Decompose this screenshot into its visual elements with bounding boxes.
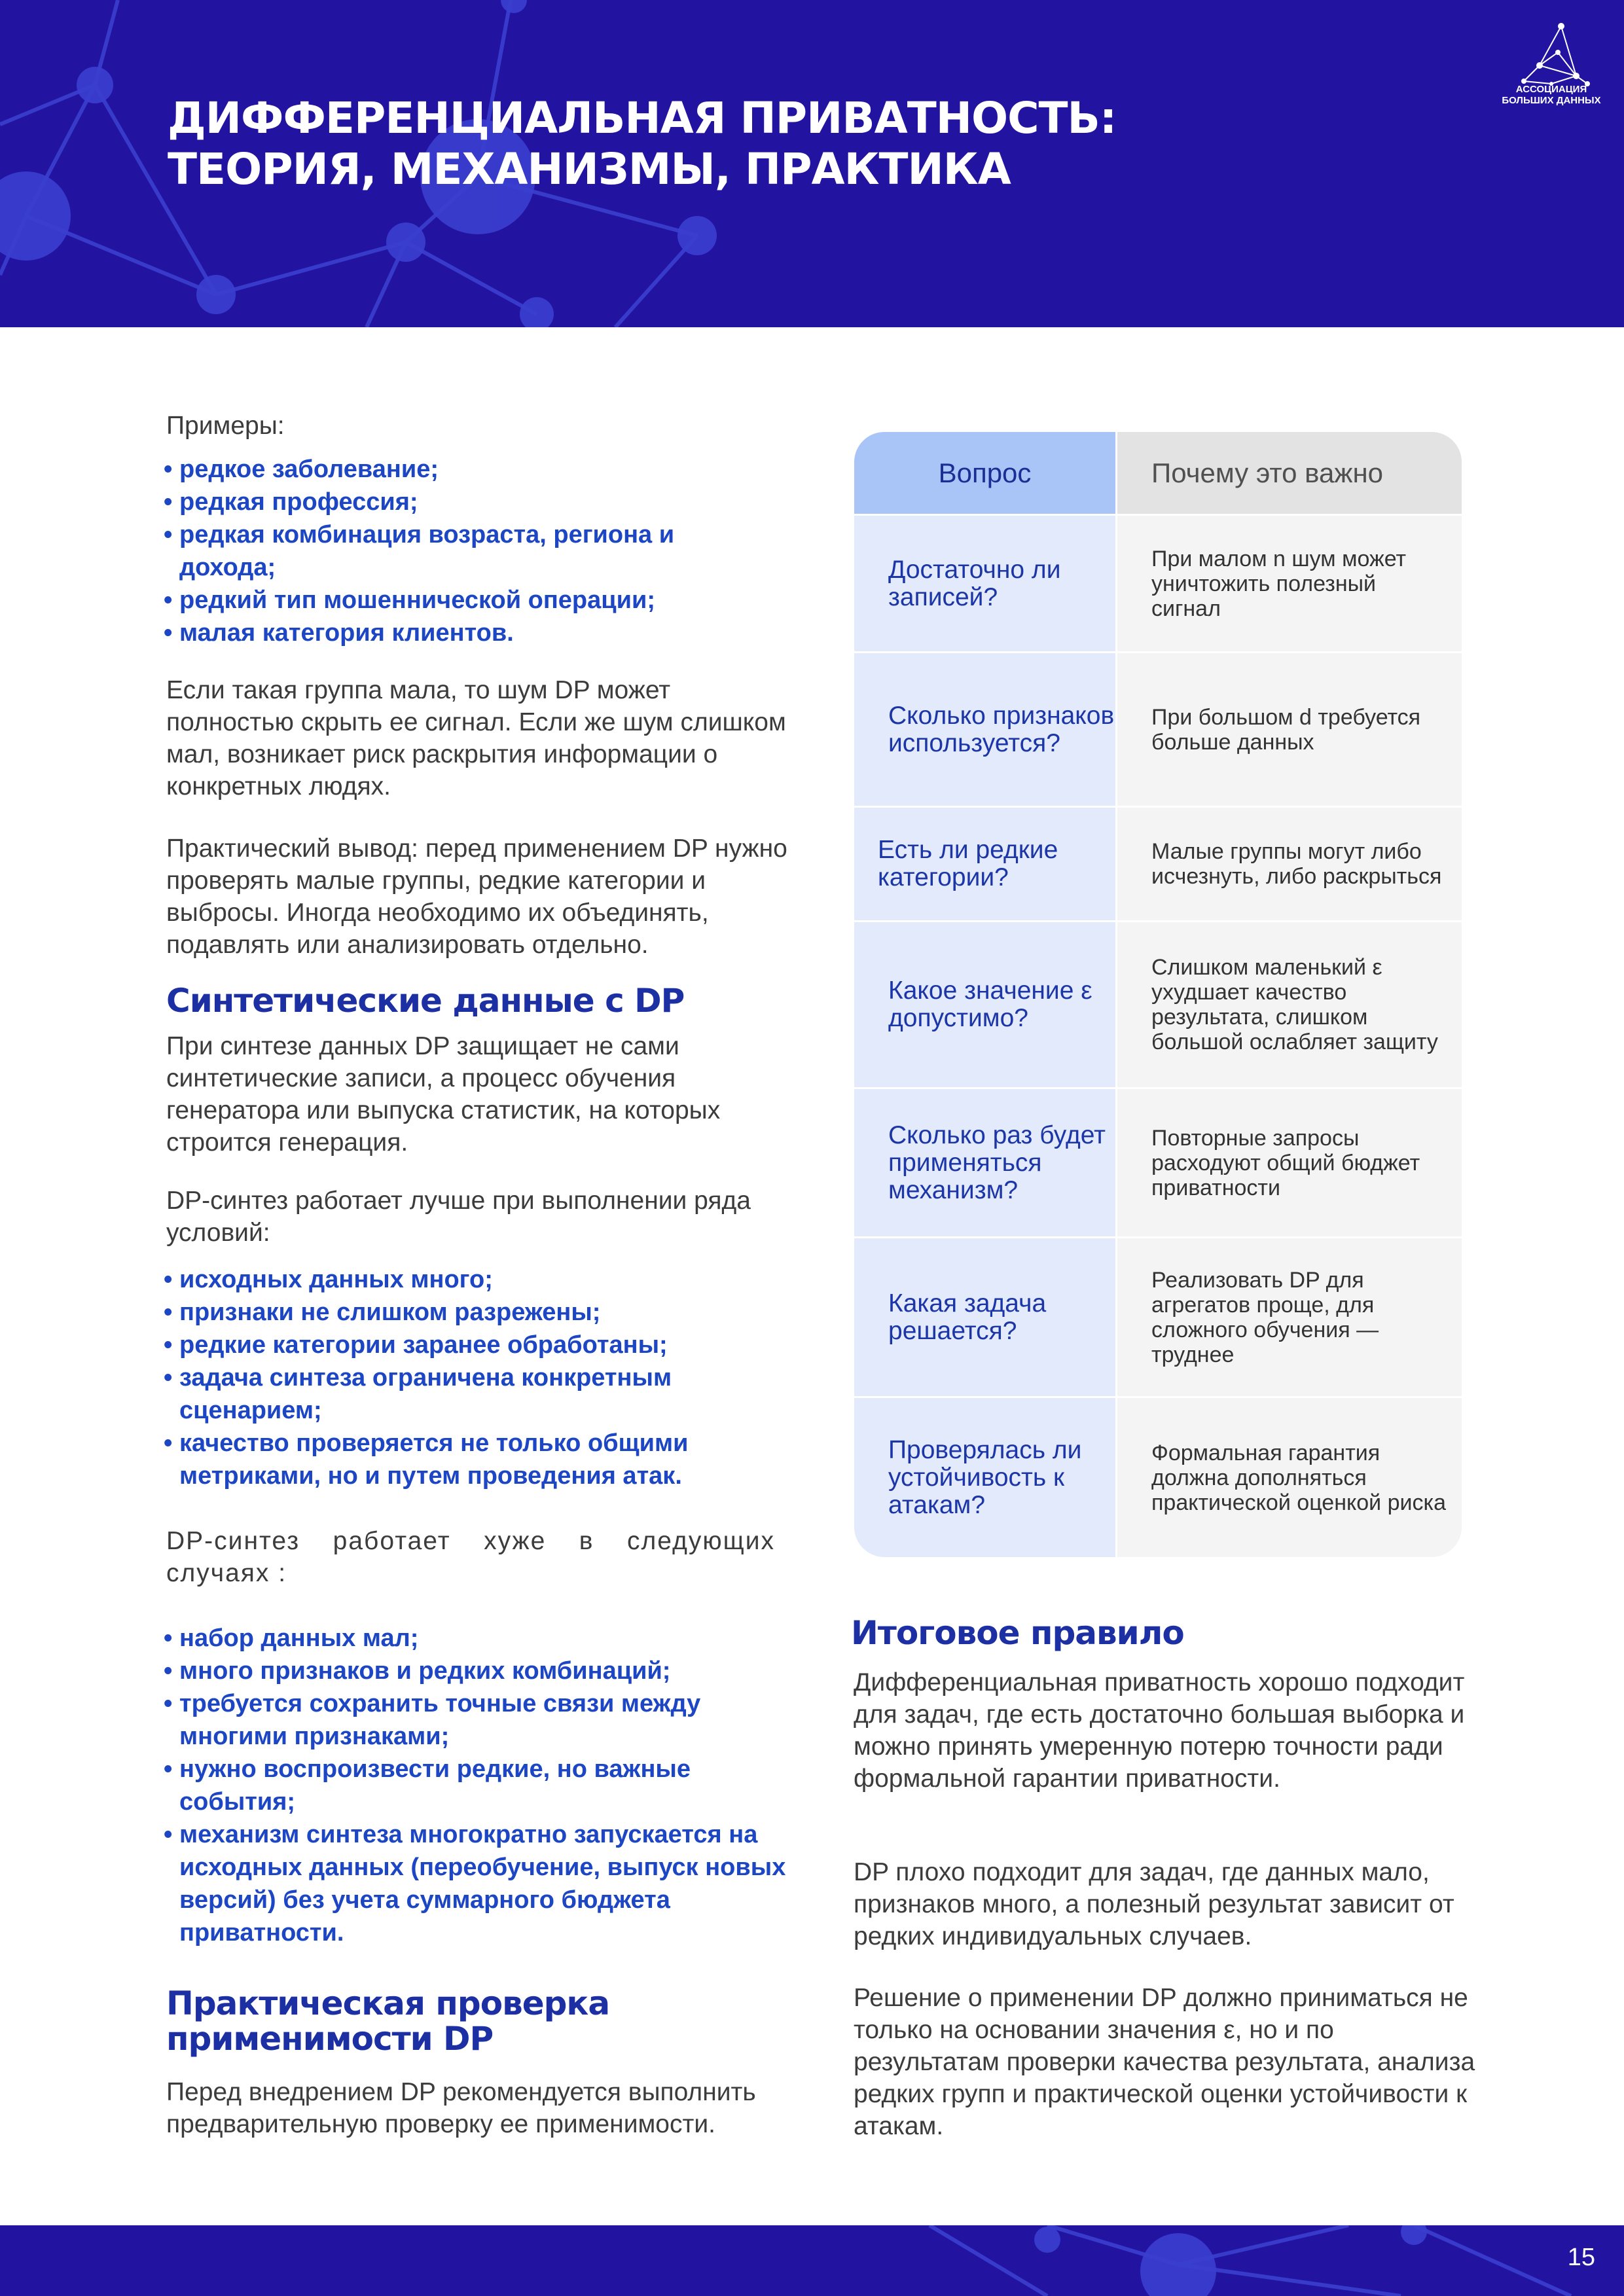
paragraph-small-group: Если такая группа мала, то шум DP может полностью скрыть ее сигнал. Если же шум слишком мал, возникает риск раскрытия информации о конкретных людях. (166, 676, 786, 800)
table-row (854, 653, 1462, 808)
table-row (854, 808, 1462, 922)
paragraph-practical-conclusion: Практический вывод: перед применением DP нужно проверять малые группы, редкие категории и выбросы. Иногда необходимо их объединять, подавлять или анализировать отдельно. (166, 834, 787, 959)
question-cell: Какая задача решается? (854, 1238, 1117, 1396)
list-item: • исходных данных много; (164, 1263, 740, 1296)
list-item: • редкая комбинация возраста, региона и дохода; (164, 518, 733, 584)
heading-line-2: применимости DP (166, 2020, 494, 2058)
header-why-important: Почему это важно (1117, 432, 1462, 514)
paragraph-synthetic: При синтезе данных DP защищает не сами синтетические записи, а процесс обучения генератора или выпуска статистик, на которых строится генерация. (166, 1032, 721, 1157)
list-item: • механизм синтеза многократно запускается на исходных данных (переобучение, выпуск новых версий) без учета суммарного бюджета приватности. (164, 1818, 799, 1949)
page-title-line-2: ТЕОРИЯ, МЕХАНИЗМЫ, ПРАКТИКА (168, 144, 1011, 194)
paragraph-rule-1: Дифференциальная приватность хорошо подходит для задач, где есть достаточно большая выборка и можно принять умеренную потерю точности ради формальной гарантии приватности. (854, 1668, 1465, 1793)
examples-label: Примеры: (166, 412, 285, 440)
paragraph-rule-3: Решение о применении DP должно приниматься не только на основании значения ε, но и по результатам проверки качества результата, анализа редких групп и практической оценки устойчивости к атакам. (854, 1984, 1475, 2140)
answer-cell: Слишком маленький ε ухудшает качество результата, слишком большой ослабляет защиту (1117, 922, 1462, 1087)
list-item: • требуется сохранить точные связи между многими признаками; (164, 1687, 799, 1753)
answer-cell: Формальная гарантия должна дополняться практической оценкой риска (1117, 1398, 1462, 1557)
list-item: • много признаков и редких комбинаций; (164, 1655, 799, 1687)
list-item: • нужно воспроизвести редкие, но важные события; (164, 1753, 799, 1818)
paragraph-works-better: DP-синтез работает лучше при выполнении ряда условий: (166, 1187, 751, 1247)
heading-synthetic-data: Синтетические данные с DP (166, 982, 685, 1020)
examples-list (164, 453, 733, 649)
logo-line-1: АССОЦИАЦИЯ (1515, 84, 1587, 95)
answer-cell: Реализовать DP для агрегатов проще, для сложного обучения — труднее (1117, 1238, 1462, 1396)
paragraph-rule-2: DP плохо подходит для задач, где данных мало, признаков много, а полезный результат зависит от редких индивидуальных случаев. (854, 1858, 1454, 1950)
list-item: • малая категория клиентов. (164, 617, 733, 649)
list-item: • редкие категории заранее обработаны; (164, 1329, 740, 1361)
paragraph-works-worse: DP-синтез работает хуже в следующих случаях : (166, 1527, 775, 1587)
list-item: • качество проверяется не только общими метриками, но и путем проведения атак. (164, 1427, 740, 1492)
table-row (854, 922, 1462, 1089)
answer-cell: При малом n шум может уничтожить полезный сигнал (1117, 516, 1462, 651)
logo-line-2: БОЛЬШИХ ДАННЫХ (1502, 95, 1601, 106)
table-row (854, 1089, 1462, 1238)
page-title (168, 93, 1280, 195)
page-footer (0, 2225, 1624, 2296)
answer-cell: Малые группы могут либо исчезнуть, либо раскрыться (1117, 808, 1462, 920)
page-title-line-1: ДИФФЕРЕНЦИАЛЬНАЯ ПРИВАТНОСТЬ: (168, 93, 1117, 143)
answer-cell: При большом d требуется больше данных (1117, 653, 1462, 806)
heading-final-rule: Итоговое правило (851, 1614, 1184, 1652)
table-row (854, 516, 1462, 653)
table-row (854, 1238, 1462, 1398)
footer-network-decoration (0, 2225, 1624, 2296)
header-question: Вопрос (854, 432, 1117, 514)
question-cell: Проверялась ли устойчивость к атакам? (854, 1398, 1117, 1557)
heading-applicability-check (166, 1986, 821, 2056)
list-item: • редкий тип мошеннической операции; (164, 584, 733, 617)
list-item: • задача синтеза ограничена конкретным сценарием; (164, 1361, 740, 1427)
worse-conditions-list (164, 1622, 799, 1949)
logo-wordmark (1492, 84, 1610, 106)
table-row (854, 1398, 1462, 1557)
question-cell: Какое значение ε допустимо? (854, 922, 1117, 1087)
heading-line-1: Практическая проверка (166, 1984, 610, 2022)
page-number: 15 (1567, 2244, 1595, 2271)
question-cell: Сколько раз будет применяться механизм? (854, 1089, 1117, 1236)
paragraph-applicability: Перед внедрением DP рекомендуется выполнить предварительную проверку ее применимости. (166, 2078, 756, 2138)
answer-cell: Повторные запросы расходуют общий бюджет приватности (1117, 1089, 1462, 1236)
better-conditions-list (164, 1263, 740, 1492)
applicability-table (854, 432, 1462, 1557)
question-cell: Есть ли редкие категории? (854, 808, 1117, 920)
list-item: • признаки не слишком разрежены; (164, 1296, 740, 1329)
list-item: • редкое заболевание; (164, 453, 733, 486)
list-item: • набор данных мал; (164, 1622, 799, 1655)
question-cell: Сколько признаков используется? (854, 653, 1117, 806)
question-cell: Достаточно ли записей? (854, 516, 1117, 651)
table-header-row (854, 432, 1462, 516)
list-item: • редкая профессия; (164, 486, 733, 518)
